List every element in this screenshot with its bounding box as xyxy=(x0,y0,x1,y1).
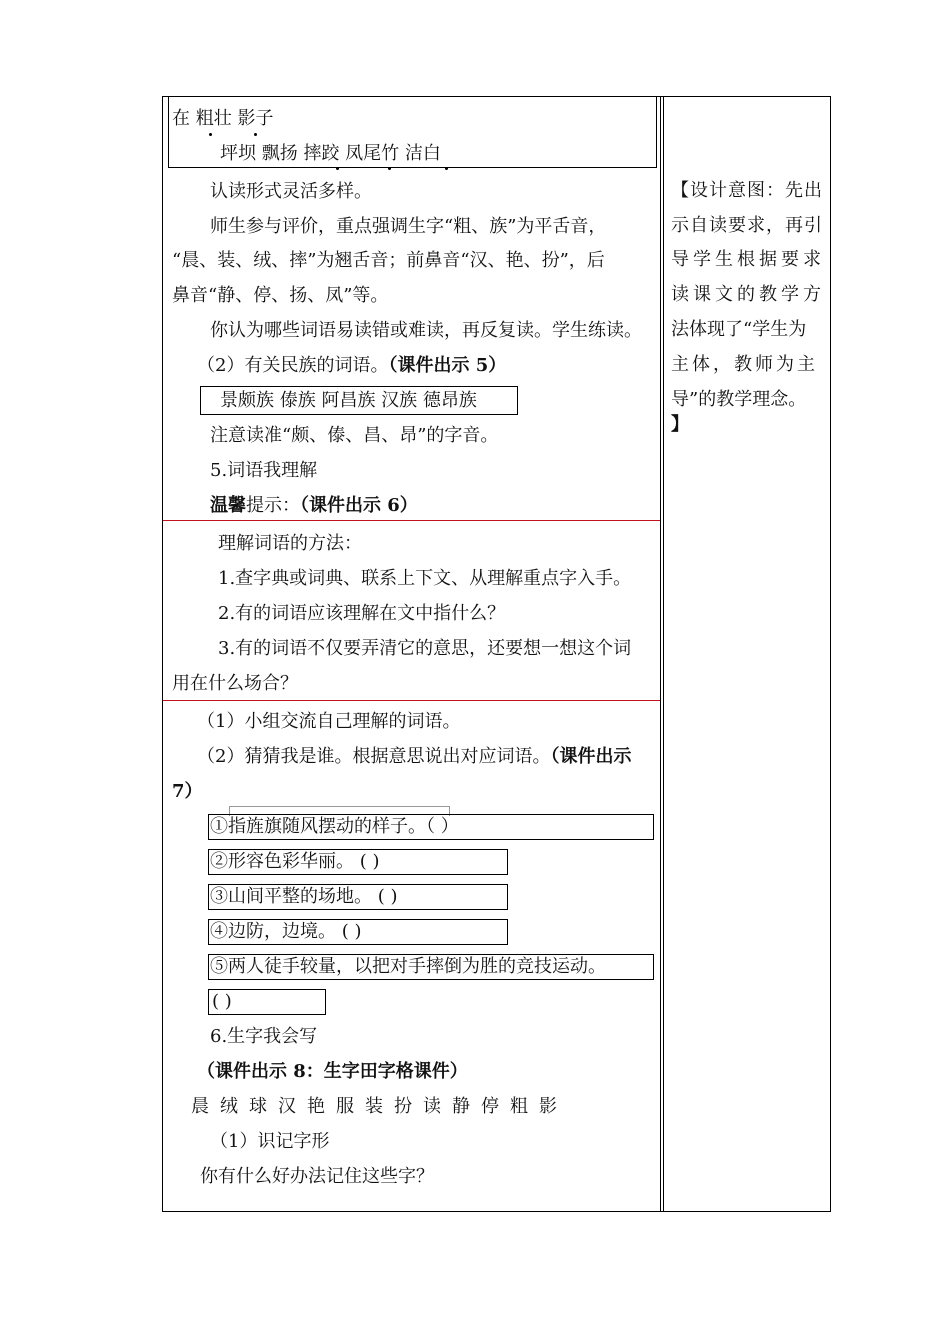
design-intent-line: 【设计意图：先出 xyxy=(671,180,823,201)
paragraph: 注意读准“颇、傣、昌、昂”的字音。 xyxy=(210,425,499,446)
method-title: 理解词语的方法： xyxy=(218,533,362,554)
pronunciation-dot xyxy=(254,133,257,136)
word-row-1: 在 粗壮 影子 xyxy=(172,108,274,129)
paragraph: 你有什么好办法记住这些字？ xyxy=(200,1166,434,1187)
section-title: 5.词语我理解 xyxy=(210,460,318,481)
paragraph: （1）小组交流自己理解的词语。 xyxy=(197,711,461,732)
method-item: 用在什么场合？ xyxy=(172,673,298,694)
paragraph xyxy=(197,745,631,769)
courseware-note-cont: 7） xyxy=(172,781,203,802)
riddle-2: ②形容色彩华丽。 ( ) xyxy=(210,851,380,872)
riddle-4: ④边防，边境。 ( ) xyxy=(210,921,362,942)
riddle-1: ①指旌旗随风摆动的样子。（ ） xyxy=(210,816,459,837)
design-intent-line: 法体现了“学生为 xyxy=(671,319,807,340)
red-divider xyxy=(163,520,660,521)
word-row-2: 坪坝 飘扬 摔跤 凤尾竹 洁白 xyxy=(220,143,441,164)
pronunciation-dot xyxy=(388,167,391,170)
method-item: 1.查字典或词典、联系上下文、从理解重点字入手。 xyxy=(218,568,632,589)
paragraph: “晨、装、绒、摔”为翘舌音；前鼻音“汉、艳、扮”，后 xyxy=(172,250,605,271)
design-intent-line: 导学生根据要求 xyxy=(671,249,825,270)
red-divider xyxy=(163,700,660,701)
heading-text: （2）有关民族的词语。 xyxy=(197,355,389,376)
paragraph: 师生参与评价，重点强调生字“粗、族”为平舌音， xyxy=(210,216,607,237)
question-text: （2）猜猜我是谁。根据意思说出对应词语。 xyxy=(197,746,551,767)
table-divider-a xyxy=(660,96,661,1212)
design-intent-line: 主体，教师为主 xyxy=(671,354,818,375)
method-item: 3.有的词语不仅要弄清它的意思，还要想一想这个词 xyxy=(218,638,632,659)
courseware-note: （课件出示 xyxy=(550,746,632,767)
section-title: 6.生字我会写 xyxy=(210,1026,318,1047)
method-item: 2.有的词语应该理解在文中指什么？ xyxy=(218,603,506,624)
pronunciation-dot xyxy=(445,167,448,170)
pronunciation-dot xyxy=(209,133,212,136)
design-intent-line: 示自读要求，再引 xyxy=(671,215,823,236)
table-divider-b xyxy=(663,96,664,1212)
table-bottom-border xyxy=(162,1211,831,1212)
design-intent-line: 读课文的教学方 xyxy=(671,284,825,305)
design-intent-line: 】 xyxy=(671,414,689,435)
paragraph: 认读形式灵活多样。 xyxy=(210,181,372,202)
table-right-border xyxy=(830,96,831,1212)
courseware-note: （课件出示 6） xyxy=(300,495,418,516)
riddle-5: ⑤两人徒手较量，以把对手摔倒为胜的竞技运动。 xyxy=(210,956,606,977)
design-intent-line: 导”的教学理念。 xyxy=(671,389,807,410)
paragraph: （1）识记字形 xyxy=(210,1131,330,1152)
paragraph: 鼻音“静、停、扬、凤”等。 xyxy=(172,285,389,306)
courseware-note: （课件出示 5） xyxy=(388,355,507,376)
tip-text: 提示： xyxy=(246,495,300,516)
ethnic-words: 景颇族 傣族 阿昌族 汉族 德昂族 xyxy=(220,390,477,411)
heading-ethnic xyxy=(197,354,506,378)
table-left-border xyxy=(162,96,163,1212)
pronunciation-dot xyxy=(336,167,339,170)
new-characters: 晨绒球汉艳服装扮读静停粗影 xyxy=(191,1096,568,1117)
tip-bold: 温馨 xyxy=(210,495,246,516)
riddle-5-answer: ( ) xyxy=(212,991,232,1012)
tip-line xyxy=(210,494,418,518)
riddle-3: ③山间平整的场地。 ( ) xyxy=(210,886,398,907)
courseware-note: （课件出示 8：生字田字格课件） xyxy=(197,1061,468,1082)
paragraph: 你认为哪些词语易读错或难读，再反复读。学生练读。 xyxy=(210,320,642,341)
